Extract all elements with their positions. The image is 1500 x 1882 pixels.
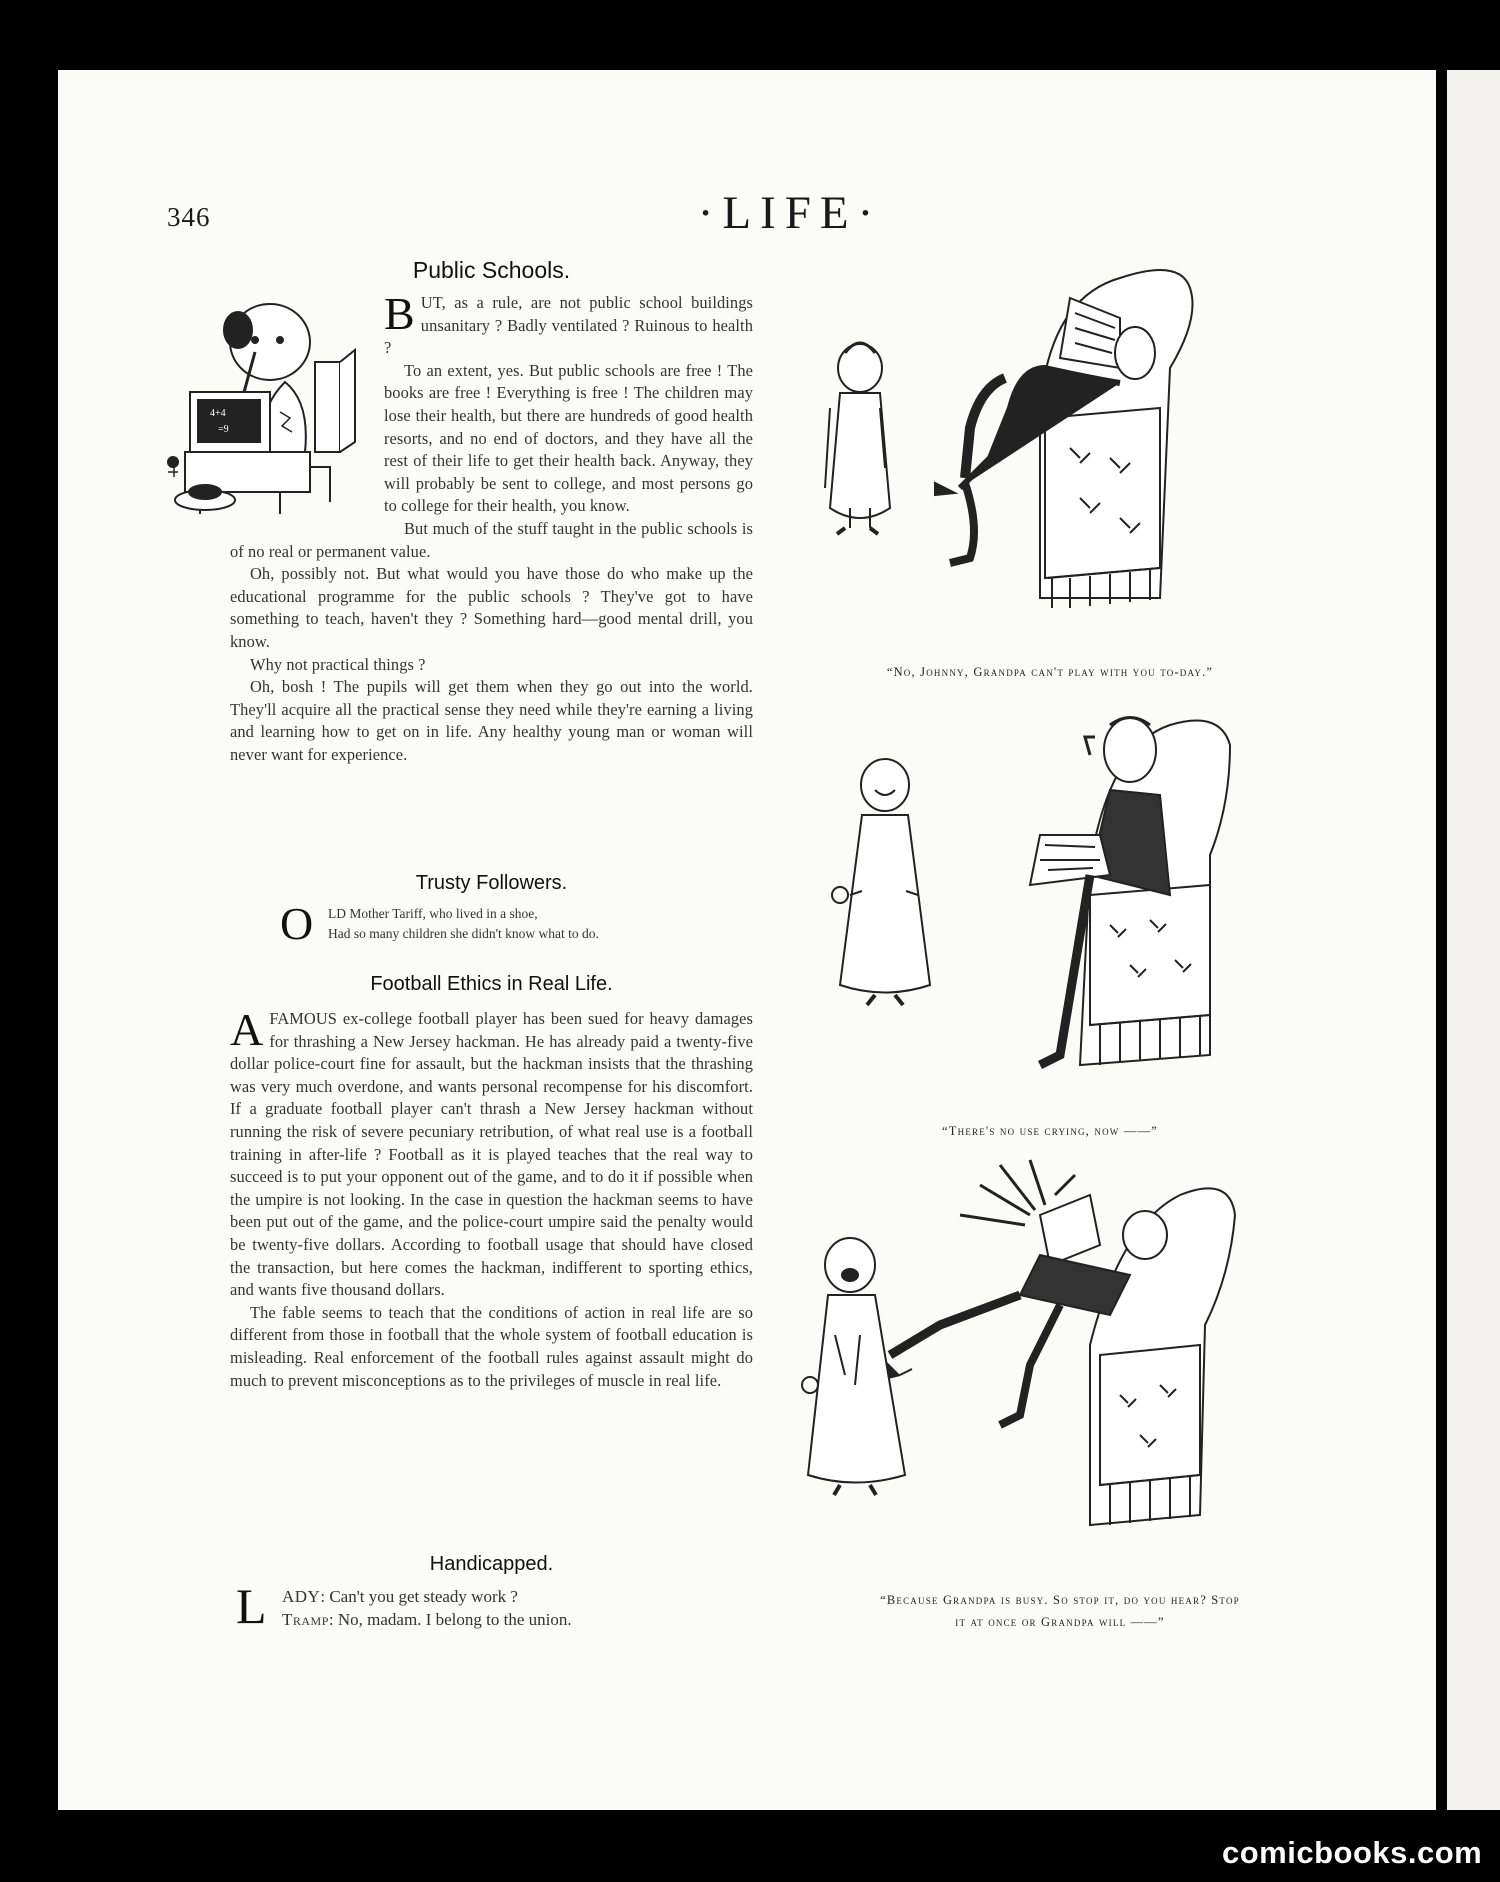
football-ethics-heading: Football Ethics in Real Life.	[370, 973, 613, 995]
cartoon-panel-grandpa-reading	[790, 258, 1310, 658]
trusty-followers-heading: Trusty Followers.	[415, 872, 568, 894]
handicapped-dialogue	[236, 1578, 746, 1634]
paragraph: Oh, bosh ! The pupils will get them when they go out into the world. They'll acquire all the practical sense they need while they're earning a living and learning how to get on in life. Any healthy young man or woman will never want for experience.	[230, 677, 753, 764]
verse-line: Had so many children she didn't know what to do.	[328, 926, 599, 941]
paragraph: The fable seems to teach that the conditions of action in real life are so different from those in football that the whole system of football education is misleading. Real enforcement of the football rules against assault might do much to prevent misconceptions as to the privileges of muscle in real life.	[230, 1302, 753, 1390]
trusty-followers-verse	[280, 898, 750, 949]
paragraph: But much of the stuff taught in the public schools is of no real or permanent value.	[230, 518, 753, 561]
dialogue-line: : Can't you get steady work ?	[320, 1587, 518, 1606]
football-ethics-article	[230, 1004, 753, 1392]
speaker-label: ADY	[282, 1587, 321, 1606]
cartoon-panel-grandpa-lecturing	[790, 695, 1310, 1125]
masthead-title: ·LIFE·	[697, 187, 883, 239]
dialogue-line: : No, madam. I belong to the union.	[328, 1610, 572, 1629]
paragraph: Oh, possibly not. But what would you have those do who make up the educational programme for the public schools ? They've got to have something to teach, haven't they ? Something hard—good mental drill, you know.	[230, 564, 753, 651]
verse-line: LD Mother Tariff, who lived in a shoe,	[328, 906, 538, 921]
speaker-label: Tramp	[282, 1610, 329, 1629]
cartoon-caption: “No, Johnny, Grandpa can't play with you to-day.”	[886, 665, 1214, 679]
dropcap: A	[230, 1004, 264, 1055]
dropcap: L	[236, 1578, 267, 1634]
schoolboy-illustration	[160, 292, 378, 524]
paragraph: Why not practical things ?	[250, 654, 426, 674]
cartoon-panel-grandpa-busy	[790, 1155, 1310, 1585]
cartoon-caption	[790, 1589, 1330, 1633]
public-schools-article	[210, 288, 753, 766]
paragraph: To an extent, yes. But public schools are free ! The books are free ! Everything is free ! The children may lose their health, but there are hundreds of good health resorts, and no end of doctors, and they have all the rest of their life to get their health back. Anyway, they will probably be sent to college, and most persons go to college for their health, you know.	[384, 360, 753, 516]
dropcap: B	[384, 288, 415, 339]
paragraph: FAMOUS ex-college football player has been sued for heavy damages for thrashing a New Jersey hackman. He has already paid a twenty-five dollar police-court fine for assault, but the hackman insists that the thrashing was very much overdone, and wants personal recompense for his discomfort. If a graduate football player can't thrash a New Jersey hackman without running the risk of severe pecuniary retribution, of what real use is a football training in after-life ? Football as it is played teaches that the real way to succeed is to put your opponent out of the game, and to do it if possible when the umpire is not looking. In the case in question the hackman seems to have been put out of the game, and the police-court umpire said the penalty would be twenty-five dollars. According to football usage that should have closed the transaction, but here comes the hackman, indifferent to sporting ethics, and wants five thousand dollars.	[230, 1009, 753, 1300]
adjacent-page-edge	[1447, 70, 1500, 1810]
cartoon-caption: “There's no use crying, now ——”	[942, 1124, 1158, 1138]
public-schools-heading: Public Schools.	[412, 257, 571, 283]
watermark: comicbooks.com	[1222, 1835, 1483, 1870]
dropcap: O	[280, 898, 314, 949]
caption-line: it at once or Grandpa will ——”	[955, 1615, 1165, 1629]
paragraph: UT, as a rule, are not public school buildings unsanitary ? Badly ventilated ? Ruinous to health ?	[384, 293, 753, 358]
svg-text:4+4: 4+4	[210, 408, 226, 419]
caption-line: “Because Grandpa is busy. So stop it, do you hear? Stop	[880, 1593, 1240, 1607]
page-number: 346	[167, 202, 211, 232]
svg-text:=9: =9	[218, 424, 229, 435]
handicapped-heading: Handicapped.	[429, 1553, 554, 1575]
